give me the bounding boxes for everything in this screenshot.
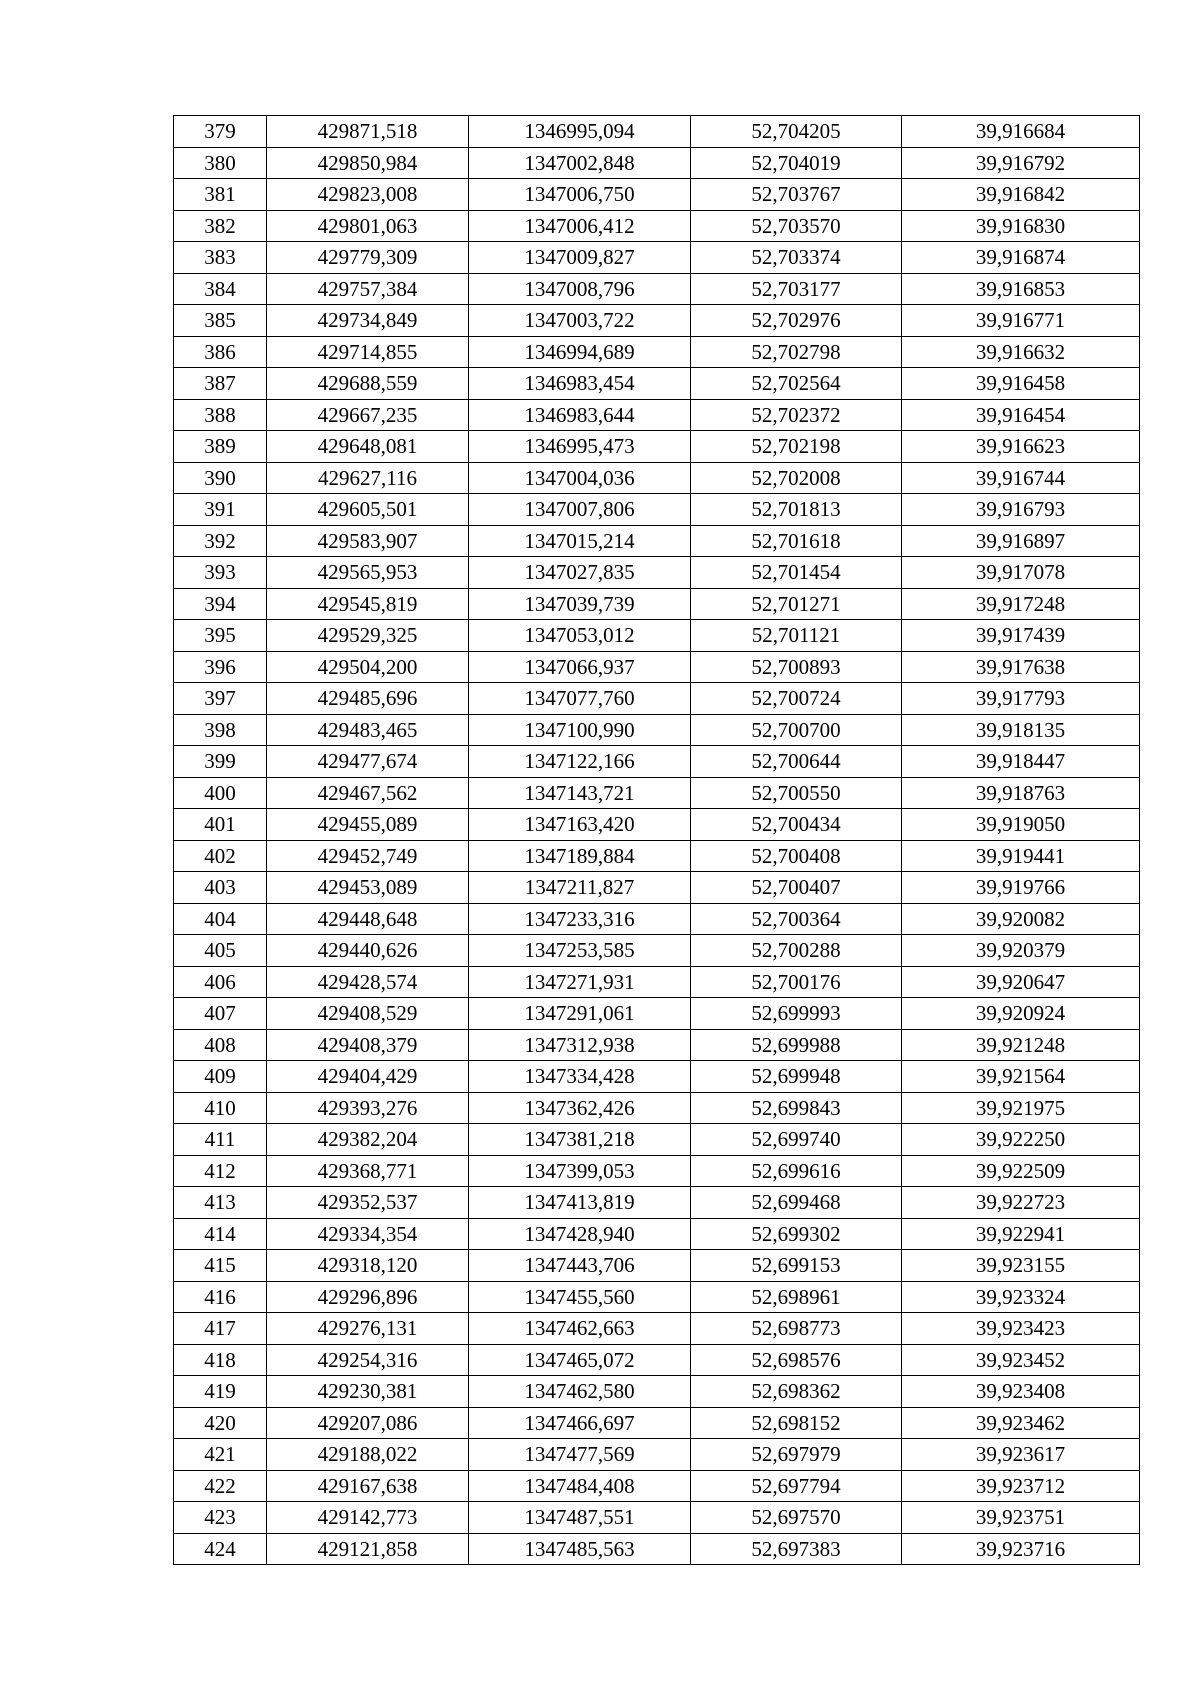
- longitude-cell: 39,917078: [902, 557, 1140, 589]
- y-coordinate-cell: 1347484,408: [469, 1470, 691, 1502]
- y-coordinate-cell: 1347362,426: [469, 1092, 691, 1124]
- latitude-cell: 52,700408: [691, 840, 902, 872]
- x-coordinate-cell: 429167,638: [267, 1470, 469, 1502]
- point-number-cell: 390: [174, 462, 267, 494]
- latitude-cell: 52,699468: [691, 1187, 902, 1219]
- point-number-cell: 386: [174, 336, 267, 368]
- table-row: [174, 1029, 1140, 1061]
- y-coordinate-cell: 1347462,663: [469, 1313, 691, 1345]
- y-coordinate-cell: 1347466,697: [469, 1407, 691, 1439]
- y-coordinate-cell: 1347334,428: [469, 1061, 691, 1093]
- x-coordinate-cell: 429648,081: [267, 431, 469, 463]
- table-row: [174, 179, 1140, 211]
- point-number-cell: 419: [174, 1376, 267, 1408]
- longitude-cell: 39,916684: [902, 116, 1140, 148]
- latitude-cell: 52,702198: [691, 431, 902, 463]
- latitude-cell: 52,701121: [691, 620, 902, 652]
- y-coordinate-cell: 1347122,166: [469, 746, 691, 778]
- latitude-cell: 52,698362: [691, 1376, 902, 1408]
- latitude-cell: 52,698773: [691, 1313, 902, 1345]
- latitude-cell: 52,702564: [691, 368, 902, 400]
- point-number-cell: 401: [174, 809, 267, 841]
- longitude-cell: 39,918135: [902, 714, 1140, 746]
- longitude-cell: 39,916623: [902, 431, 1140, 463]
- coordinates-table: [173, 115, 1140, 1565]
- latitude-cell: 52,699153: [691, 1250, 902, 1282]
- point-number-cell: 418: [174, 1344, 267, 1376]
- latitude-cell: 52,699948: [691, 1061, 902, 1093]
- x-coordinate-cell: 429823,008: [267, 179, 469, 211]
- y-coordinate-cell: 1347443,706: [469, 1250, 691, 1282]
- x-coordinate-cell: 429207,086: [267, 1407, 469, 1439]
- y-coordinate-cell: 1346994,689: [469, 336, 691, 368]
- point-number-cell: 417: [174, 1313, 267, 1345]
- longitude-cell: 39,921975: [902, 1092, 1140, 1124]
- table-row: [174, 1218, 1140, 1250]
- longitude-cell: 39,920647: [902, 966, 1140, 998]
- table-row: [174, 242, 1140, 274]
- x-coordinate-cell: 429504,200: [267, 651, 469, 683]
- y-coordinate-cell: 1346995,094: [469, 116, 691, 148]
- longitude-cell: 39,917793: [902, 683, 1140, 715]
- latitude-cell: 52,700434: [691, 809, 902, 841]
- point-number-cell: 379: [174, 116, 267, 148]
- point-number-cell: 391: [174, 494, 267, 526]
- x-coordinate-cell: 429254,316: [267, 1344, 469, 1376]
- y-coordinate-cell: 1347233,316: [469, 903, 691, 935]
- point-number-cell: 380: [174, 147, 267, 179]
- x-coordinate-cell: 429467,562: [267, 777, 469, 809]
- y-coordinate-cell: 1347399,053: [469, 1155, 691, 1187]
- longitude-cell: 39,923716: [902, 1533, 1140, 1565]
- point-number-cell: 403: [174, 872, 267, 904]
- x-coordinate-cell: 429455,089: [267, 809, 469, 841]
- longitude-cell: 39,919441: [902, 840, 1140, 872]
- longitude-cell: 39,923751: [902, 1502, 1140, 1534]
- latitude-cell: 52,697794: [691, 1470, 902, 1502]
- latitude-cell: 52,701454: [691, 557, 902, 589]
- point-number-cell: 397: [174, 683, 267, 715]
- longitude-cell: 39,922941: [902, 1218, 1140, 1250]
- latitude-cell: 52,702976: [691, 305, 902, 337]
- point-number-cell: 381: [174, 179, 267, 211]
- y-coordinate-cell: 1347428,940: [469, 1218, 691, 1250]
- table-row: [174, 1376, 1140, 1408]
- longitude-cell: 39,923617: [902, 1439, 1140, 1471]
- table-row: [174, 116, 1140, 148]
- table-row: [174, 305, 1140, 337]
- y-coordinate-cell: 1347027,835: [469, 557, 691, 589]
- point-number-cell: 384: [174, 273, 267, 305]
- x-coordinate-cell: 429276,131: [267, 1313, 469, 1345]
- point-number-cell: 420: [174, 1407, 267, 1439]
- point-number-cell: 393: [174, 557, 267, 589]
- x-coordinate-cell: 429850,984: [267, 147, 469, 179]
- table-row: [174, 1533, 1140, 1565]
- point-number-cell: 404: [174, 903, 267, 935]
- table-row: [174, 1281, 1140, 1313]
- x-coordinate-cell: 429448,648: [267, 903, 469, 935]
- x-coordinate-cell: 429871,518: [267, 116, 469, 148]
- x-coordinate-cell: 429121,858: [267, 1533, 469, 1565]
- table-row: [174, 588, 1140, 620]
- point-number-cell: 396: [174, 651, 267, 683]
- longitude-cell: 39,923423: [902, 1313, 1140, 1345]
- longitude-cell: 39,916830: [902, 210, 1140, 242]
- longitude-cell: 39,923324: [902, 1281, 1140, 1313]
- table-row: [174, 1439, 1140, 1471]
- latitude-cell: 52,698152: [691, 1407, 902, 1439]
- y-coordinate-cell: 1347189,884: [469, 840, 691, 872]
- latitude-cell: 52,700176: [691, 966, 902, 998]
- point-number-cell: 405: [174, 935, 267, 967]
- y-coordinate-cell: 1347006,412: [469, 210, 691, 242]
- x-coordinate-cell: 429428,574: [267, 966, 469, 998]
- point-number-cell: 399: [174, 746, 267, 778]
- x-coordinate-cell: 429483,465: [267, 714, 469, 746]
- latitude-cell: 52,704019: [691, 147, 902, 179]
- table-row: [174, 557, 1140, 589]
- x-coordinate-cell: 429714,855: [267, 336, 469, 368]
- point-number-cell: 394: [174, 588, 267, 620]
- point-number-cell: 382: [174, 210, 267, 242]
- longitude-cell: 39,916792: [902, 147, 1140, 179]
- latitude-cell: 52,697979: [691, 1439, 902, 1471]
- point-number-cell: 385: [174, 305, 267, 337]
- latitude-cell: 52,700724: [691, 683, 902, 715]
- point-number-cell: 389: [174, 431, 267, 463]
- x-coordinate-cell: 429757,384: [267, 273, 469, 305]
- longitude-cell: 39,916771: [902, 305, 1140, 337]
- latitude-cell: 52,701271: [691, 588, 902, 620]
- longitude-cell: 39,917248: [902, 588, 1140, 620]
- x-coordinate-cell: 429583,907: [267, 525, 469, 557]
- table-row: [174, 966, 1140, 998]
- x-coordinate-cell: 429627,116: [267, 462, 469, 494]
- x-coordinate-cell: 429667,235: [267, 399, 469, 431]
- longitude-cell: 39,923408: [902, 1376, 1140, 1408]
- x-coordinate-cell: 429734,849: [267, 305, 469, 337]
- table-row: [174, 840, 1140, 872]
- table-row: [174, 147, 1140, 179]
- y-coordinate-cell: 1347253,585: [469, 935, 691, 967]
- table-row: [174, 777, 1140, 809]
- x-coordinate-cell: 429453,089: [267, 872, 469, 904]
- latitude-cell: 52,700550: [691, 777, 902, 809]
- table-row: [174, 431, 1140, 463]
- y-coordinate-cell: 1346995,473: [469, 431, 691, 463]
- latitude-cell: 52,703374: [691, 242, 902, 274]
- latitude-cell: 52,697570: [691, 1502, 902, 1534]
- y-coordinate-cell: 1347485,563: [469, 1533, 691, 1565]
- x-coordinate-cell: 429393,276: [267, 1092, 469, 1124]
- longitude-cell: 39,922250: [902, 1124, 1140, 1156]
- point-number-cell: 408: [174, 1029, 267, 1061]
- x-coordinate-cell: 429404,429: [267, 1061, 469, 1093]
- point-number-cell: 411: [174, 1124, 267, 1156]
- table-row: [174, 935, 1140, 967]
- y-coordinate-cell: 1347465,072: [469, 1344, 691, 1376]
- latitude-cell: 52,700700: [691, 714, 902, 746]
- longitude-cell: 39,918447: [902, 746, 1140, 778]
- y-coordinate-cell: 1347477,569: [469, 1439, 691, 1471]
- table-row: [174, 1470, 1140, 1502]
- latitude-cell: 52,700407: [691, 872, 902, 904]
- x-coordinate-cell: 429408,529: [267, 998, 469, 1030]
- longitude-cell: 39,923712: [902, 1470, 1140, 1502]
- longitude-cell: 39,916632: [902, 336, 1140, 368]
- latitude-cell: 52,702008: [691, 462, 902, 494]
- table-row: [174, 210, 1140, 242]
- y-coordinate-cell: 1347100,990: [469, 714, 691, 746]
- point-number-cell: 407: [174, 998, 267, 1030]
- x-coordinate-cell: 429296,896: [267, 1281, 469, 1313]
- latitude-cell: 52,699302: [691, 1218, 902, 1250]
- table-row: [174, 1124, 1140, 1156]
- y-coordinate-cell: 1347009,827: [469, 242, 691, 274]
- point-number-cell: 415: [174, 1250, 267, 1282]
- longitude-cell: 39,919050: [902, 809, 1140, 841]
- table-row: [174, 1187, 1140, 1219]
- latitude-cell: 52,699988: [691, 1029, 902, 1061]
- longitude-cell: 39,916842: [902, 179, 1140, 211]
- longitude-cell: 39,916874: [902, 242, 1140, 274]
- y-coordinate-cell: 1346983,454: [469, 368, 691, 400]
- latitude-cell: 52,698576: [691, 1344, 902, 1376]
- x-coordinate-cell: 429477,674: [267, 746, 469, 778]
- table-row: [174, 1061, 1140, 1093]
- x-coordinate-cell: 429352,537: [267, 1187, 469, 1219]
- longitude-cell: 39,916458: [902, 368, 1140, 400]
- longitude-cell: 39,916454: [902, 399, 1140, 431]
- table-row: [174, 746, 1140, 778]
- table-row: [174, 1092, 1140, 1124]
- point-number-cell: 398: [174, 714, 267, 746]
- x-coordinate-cell: 429779,309: [267, 242, 469, 274]
- point-number-cell: 388: [174, 399, 267, 431]
- y-coordinate-cell: 1347002,848: [469, 147, 691, 179]
- longitude-cell: 39,917439: [902, 620, 1140, 652]
- table-row: [174, 683, 1140, 715]
- point-number-cell: 383: [174, 242, 267, 274]
- x-coordinate-cell: 429452,749: [267, 840, 469, 872]
- point-number-cell: 387: [174, 368, 267, 400]
- table-row: [174, 1155, 1140, 1187]
- table-row: [174, 1250, 1140, 1282]
- longitude-cell: 39,916744: [902, 462, 1140, 494]
- point-number-cell: 424: [174, 1533, 267, 1565]
- longitude-cell: 39,920082: [902, 903, 1140, 935]
- x-coordinate-cell: 429368,771: [267, 1155, 469, 1187]
- x-coordinate-cell: 429565,953: [267, 557, 469, 589]
- x-coordinate-cell: 429188,022: [267, 1439, 469, 1471]
- x-coordinate-cell: 429545,819: [267, 588, 469, 620]
- longitude-cell: 39,918763: [902, 777, 1140, 809]
- table-row: [174, 1344, 1140, 1376]
- table-row: [174, 399, 1140, 431]
- latitude-cell: 52,704205: [691, 116, 902, 148]
- y-coordinate-cell: 1347066,937: [469, 651, 691, 683]
- table-row: [174, 462, 1140, 494]
- latitude-cell: 52,701618: [691, 525, 902, 557]
- y-coordinate-cell: 1347006,750: [469, 179, 691, 211]
- table-row: [174, 368, 1140, 400]
- latitude-cell: 52,701813: [691, 494, 902, 526]
- point-number-cell: 412: [174, 1155, 267, 1187]
- latitude-cell: 52,699616: [691, 1155, 902, 1187]
- longitude-cell: 39,923452: [902, 1344, 1140, 1376]
- point-number-cell: 400: [174, 777, 267, 809]
- latitude-cell: 52,699993: [691, 998, 902, 1030]
- table-row: [174, 809, 1140, 841]
- longitude-cell: 39,923462: [902, 1407, 1140, 1439]
- y-coordinate-cell: 1347053,012: [469, 620, 691, 652]
- table-row: [174, 620, 1140, 652]
- y-coordinate-cell: 1347077,760: [469, 683, 691, 715]
- longitude-cell: 39,920379: [902, 935, 1140, 967]
- x-coordinate-cell: 429529,325: [267, 620, 469, 652]
- y-coordinate-cell: 1347015,214: [469, 525, 691, 557]
- latitude-cell: 52,703767: [691, 179, 902, 211]
- x-coordinate-cell: 429382,204: [267, 1124, 469, 1156]
- point-number-cell: 402: [174, 840, 267, 872]
- table-row: [174, 525, 1140, 557]
- point-number-cell: 395: [174, 620, 267, 652]
- y-coordinate-cell: 1347003,722: [469, 305, 691, 337]
- table-row: [174, 336, 1140, 368]
- latitude-cell: 52,699843: [691, 1092, 902, 1124]
- x-coordinate-cell: 429142,773: [267, 1502, 469, 1534]
- y-coordinate-cell: 1347381,218: [469, 1124, 691, 1156]
- x-coordinate-cell: 429334,354: [267, 1218, 469, 1250]
- x-coordinate-cell: 429485,696: [267, 683, 469, 715]
- table-row: [174, 273, 1140, 305]
- longitude-cell: 39,922509: [902, 1155, 1140, 1187]
- latitude-cell: 52,698961: [691, 1281, 902, 1313]
- y-coordinate-cell: 1347008,796: [469, 273, 691, 305]
- y-coordinate-cell: 1347143,721: [469, 777, 691, 809]
- table-row: [174, 998, 1140, 1030]
- point-number-cell: 422: [174, 1470, 267, 1502]
- y-coordinate-cell: 1347312,938: [469, 1029, 691, 1061]
- table-row: [174, 651, 1140, 683]
- latitude-cell: 52,700644: [691, 746, 902, 778]
- latitude-cell: 52,699740: [691, 1124, 902, 1156]
- longitude-cell: 39,917638: [902, 651, 1140, 683]
- point-number-cell: 410: [174, 1092, 267, 1124]
- y-coordinate-cell: 1347271,931: [469, 966, 691, 998]
- longitude-cell: 39,921248: [902, 1029, 1140, 1061]
- latitude-cell: 52,702372: [691, 399, 902, 431]
- latitude-cell: 52,702798: [691, 336, 902, 368]
- longitude-cell: 39,916897: [902, 525, 1140, 557]
- table-row: [174, 1407, 1140, 1439]
- latitude-cell: 52,700893: [691, 651, 902, 683]
- x-coordinate-cell: 429440,626: [267, 935, 469, 967]
- point-number-cell: 413: [174, 1187, 267, 1219]
- longitude-cell: 39,923155: [902, 1250, 1140, 1282]
- table-row: [174, 494, 1140, 526]
- x-coordinate-cell: 429801,063: [267, 210, 469, 242]
- y-coordinate-cell: 1347455,560: [469, 1281, 691, 1313]
- latitude-cell: 52,697383: [691, 1533, 902, 1565]
- y-coordinate-cell: 1347163,420: [469, 809, 691, 841]
- table-row: [174, 872, 1140, 904]
- y-coordinate-cell: 1347004,036: [469, 462, 691, 494]
- longitude-cell: 39,916793: [902, 494, 1140, 526]
- x-coordinate-cell: 429230,381: [267, 1376, 469, 1408]
- x-coordinate-cell: 429318,120: [267, 1250, 469, 1282]
- point-number-cell: 416: [174, 1281, 267, 1313]
- point-number-cell: 392: [174, 525, 267, 557]
- longitude-cell: 39,920924: [902, 998, 1140, 1030]
- y-coordinate-cell: 1347487,551: [469, 1502, 691, 1534]
- y-coordinate-cell: 1347413,819: [469, 1187, 691, 1219]
- y-coordinate-cell: 1347462,580: [469, 1376, 691, 1408]
- y-coordinate-cell: 1347211,827: [469, 872, 691, 904]
- x-coordinate-cell: 429605,501: [267, 494, 469, 526]
- y-coordinate-cell: 1346983,644: [469, 399, 691, 431]
- longitude-cell: 39,921564: [902, 1061, 1140, 1093]
- y-coordinate-cell: 1347007,806: [469, 494, 691, 526]
- point-number-cell: 414: [174, 1218, 267, 1250]
- y-coordinate-cell: 1347039,739: [469, 588, 691, 620]
- latitude-cell: 52,703177: [691, 273, 902, 305]
- latitude-cell: 52,700364: [691, 903, 902, 935]
- point-number-cell: 409: [174, 1061, 267, 1093]
- longitude-cell: 39,916853: [902, 273, 1140, 305]
- longitude-cell: 39,919766: [902, 872, 1140, 904]
- point-number-cell: 423: [174, 1502, 267, 1534]
- table-row: [174, 1502, 1140, 1534]
- point-number-cell: 406: [174, 966, 267, 998]
- table-row: [174, 903, 1140, 935]
- point-number-cell: 421: [174, 1439, 267, 1471]
- x-coordinate-cell: 429688,559: [267, 368, 469, 400]
- latitude-cell: 52,703570: [691, 210, 902, 242]
- latitude-cell: 52,700288: [691, 935, 902, 967]
- coordinates-table-body: [174, 116, 1140, 1565]
- table-row: [174, 1313, 1140, 1345]
- table-row: [174, 714, 1140, 746]
- x-coordinate-cell: 429408,379: [267, 1029, 469, 1061]
- y-coordinate-cell: 1347291,061: [469, 998, 691, 1030]
- longitude-cell: 39,922723: [902, 1187, 1140, 1219]
